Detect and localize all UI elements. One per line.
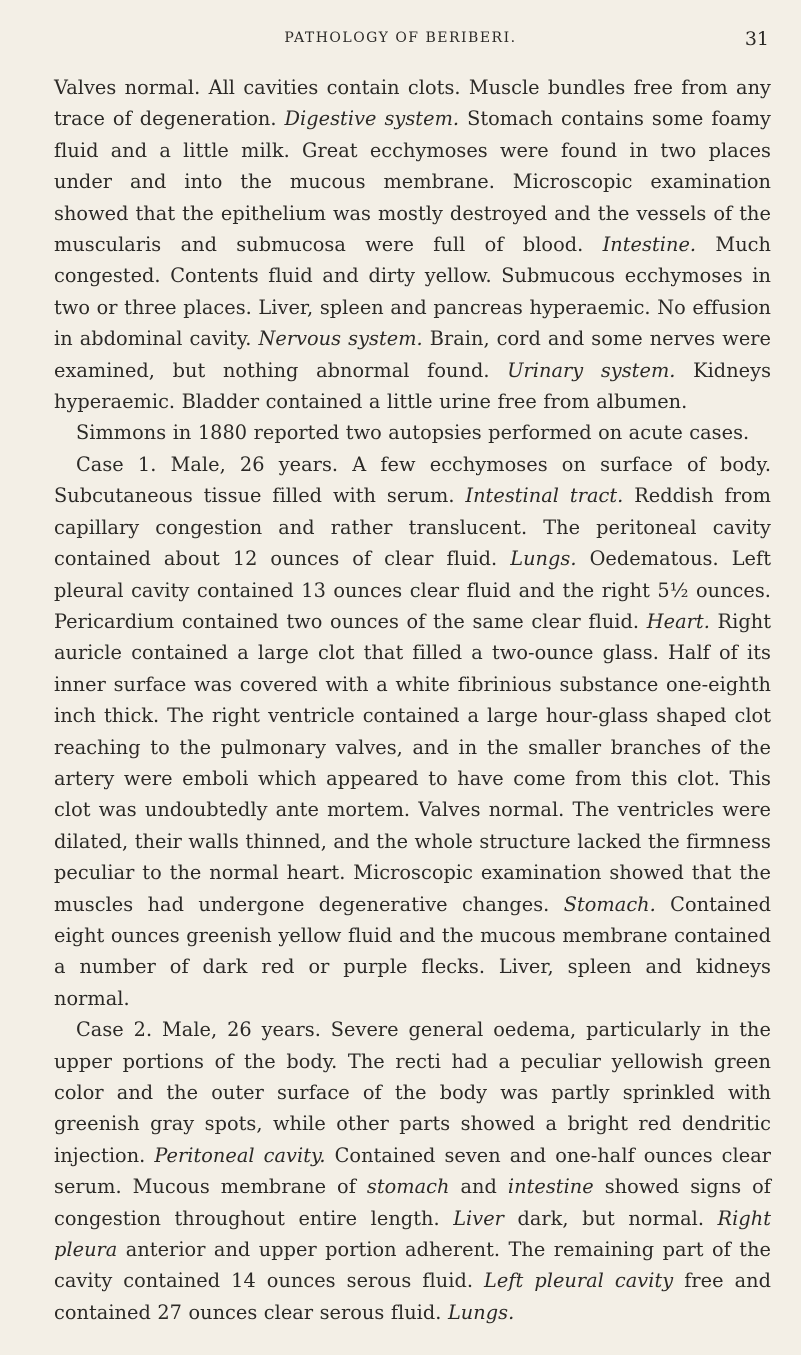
text-run: free and contained 27 ounces clear serous fluid. bbox=[54, 1269, 771, 1324]
section-heading: Intestine. bbox=[602, 233, 697, 257]
section-heading: Digestive system. bbox=[284, 107, 460, 131]
paragraph bbox=[54, 72, 771, 417]
section-heading: intestine bbox=[507, 1175, 594, 1199]
section-heading: Peritoneal cavity. bbox=[154, 1143, 326, 1167]
text-run: Case 1. Male, 26 years. A few ecchymoses on surface of body. Subcutaneous tissue filled with serum. bbox=[54, 452, 771, 508]
paragraph bbox=[54, 417, 771, 448]
text-run: Right auricle contained a large clot that filled a two-ounce glass. Half of its inner surface was covered with a white fibrinious substance one-eighth inch thick. The right ventricle contained a large hour-glass shaped clot reaching to the pulmonary valves, and in the smaller branches of the artery were emboli which appeared to have come from this clot. This clot was undoubtedly ante mortem. Valves normal. The ventricles were dilated, their walls thinned, and the whole structure lacked the firmness peculiar to the normal heart. Microscopic examination showed that the muscles had undergone degenerative changes. bbox=[54, 609, 772, 916]
section-heading: Right pleura bbox=[54, 1206, 771, 1262]
text-run: dark, but normal. bbox=[503, 1206, 718, 1230]
text-run: Case 2. Male, 26 years. Severe general oedema, particularly in the upper portions of the body. The recti had a peculiar yellowish green color and the outer surface of the body was partly sprinkled with greenish gray spots, while other parts showed a bright red dendritic injection. bbox=[54, 1018, 771, 1167]
body-text bbox=[54, 72, 771, 1328]
section-heading: Intestinal tract. bbox=[465, 484, 624, 508]
page-number: 31 bbox=[744, 28, 769, 50]
running-title: PATHOLOGY OF BERIBERI. bbox=[284, 30, 517, 46]
section-heading: Nervous system. bbox=[258, 327, 423, 351]
text-run: showed signs of congestion throughout entire length. bbox=[54, 1175, 771, 1230]
text-run: and bbox=[449, 1175, 508, 1199]
paragraph bbox=[54, 1014, 771, 1328]
text-run: Much congested. Contents fluid and dirty yellow. Submucous ecchymoses in two or three places. Liver, spleen and pancreas hyperaemic. No effusion in abdominal cavity. bbox=[54, 233, 771, 351]
paragraph bbox=[54, 449, 771, 1014]
text-run: anterior and upper portion adherent. The remaining part of the cavity contained 14 ounces serous fluid. bbox=[54, 1238, 771, 1293]
text-run: Contained eight ounces greenish yellow fluid and the mucous membrane contained a number of dark red or purple flecks. Liver, spleen and kidneys normal. bbox=[54, 892, 771, 1010]
text-run: Contained seven and one-half ounces clear serum. Mucous membrane of bbox=[54, 1143, 772, 1199]
text-run: Valves normal. All cavities contain clots. Muscle bundles free from any trace of degeneration. bbox=[54, 76, 771, 131]
text-run: Stomach contains some foamy fluid and a little milk. Great ecchymoses were found in two places under and into the mucous membrane. Microscopic examination showed that the epithelium was mostly destroyed and the vessels of the muscularis and submucosa were full of blood. bbox=[54, 107, 771, 257]
section-heading: Lungs. bbox=[447, 1300, 515, 1324]
section-heading: Left pleural cavity bbox=[484, 1269, 674, 1293]
text-run: Brain, cord and some nerves were examined, but nothing abnormal found. bbox=[54, 327, 772, 382]
section-heading: Liver bbox=[453, 1206, 504, 1230]
running-head bbox=[0, 30, 801, 54]
section-heading: stomach bbox=[366, 1175, 450, 1199]
text-run: Reddish from capillary congestion and rather translucent. The peritoneal cavity contained about 12 ounces of clear fluid. bbox=[54, 484, 771, 571]
section-heading: Heart. bbox=[646, 609, 710, 633]
section-heading: Stomach. bbox=[563, 892, 656, 916]
section-heading: Urinary system. bbox=[507, 358, 676, 382]
text-run: Kidneys hyperaemic. Bladder contained a little urine free from albumen. bbox=[54, 358, 772, 414]
text-run: Simmons in 1880 reported two autopsies performed on acute cases. bbox=[76, 421, 750, 445]
text-run: Oedematous. Left pleural cavity contained 13 ounces clear fluid and the right 5½ ounces. Pericardium contained two ounces of the same clear fluid. bbox=[54, 547, 771, 633]
section-heading: Lungs. bbox=[510, 547, 577, 571]
